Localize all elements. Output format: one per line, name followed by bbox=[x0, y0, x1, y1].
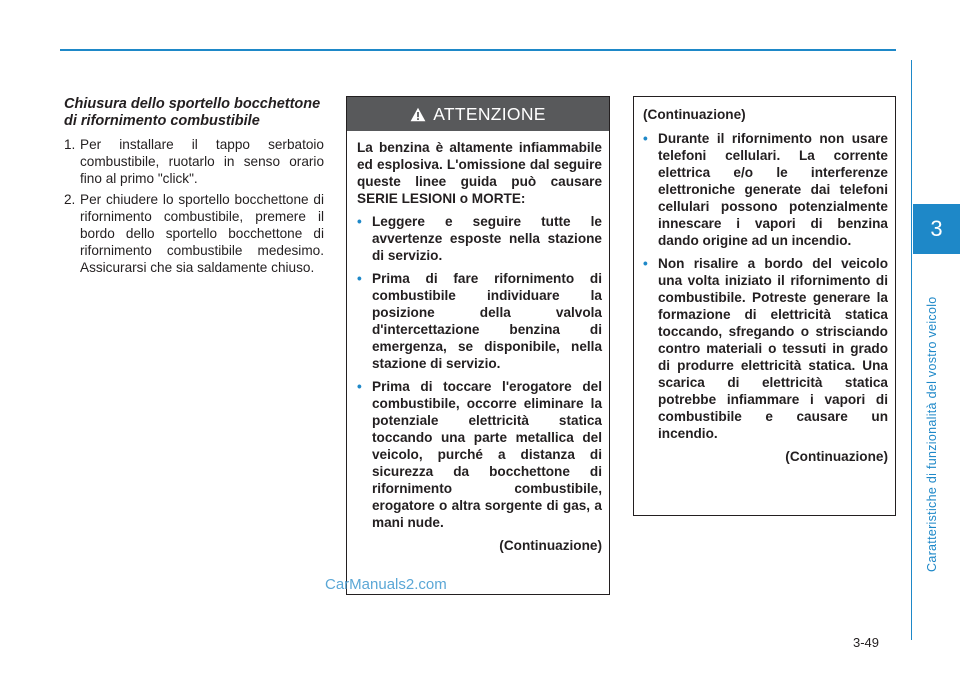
side-rule bbox=[911, 60, 912, 640]
continued-top-label: (Continuazione) bbox=[643, 107, 746, 122]
header-rule bbox=[60, 49, 896, 51]
warning-intro: La benzina è altamente infiammabile ed esplosiva. L'omissione dal seguire queste linee guida può causare SERIE LESIONI o MORTE: bbox=[357, 140, 602, 206]
continued-label: (Continuazione) bbox=[499, 538, 602, 553]
warning-title: ATTENZIONE bbox=[433, 103, 546, 124]
warning-body bbox=[347, 131, 609, 554]
bullet-icon: • bbox=[643, 131, 648, 146]
warning-continued-body bbox=[634, 97, 895, 465]
chapter-title: Caratteristiche di funzionalità del vostro veicolo bbox=[925, 296, 939, 572]
warning-bullet: • Prima di fare rifornimento di combustibile individuare la posizione della valvola d'intercettazione benzina di emergenza, se disponibile, nella stazione di servizio. bbox=[357, 271, 602, 371]
bullet-icon: • bbox=[643, 256, 648, 271]
section-heading: Chiusura dello sportello bocchettone di rifornimento combustibile bbox=[64, 96, 321, 129]
warning-triangle-icon bbox=[410, 107, 426, 122]
watermark: CarManuals2.com bbox=[325, 576, 447, 593]
continued-label: (Continuazione) bbox=[785, 449, 888, 464]
bullet-icon: • bbox=[357, 379, 362, 394]
warning-box bbox=[346, 96, 610, 595]
bullet-icon: • bbox=[357, 214, 362, 229]
warning-continued-bullets bbox=[643, 130, 888, 442]
warning-bullet: • Durante il rifornimento non usare telefoni cellulari. La corrente elettrica e/o le interferenze elettroniche generate dai telefoni cellulari possono potenzialmente innescare i vapori di benzina dando origine ad un incendio. bbox=[643, 131, 888, 248]
warning-header bbox=[347, 97, 609, 131]
bullet-icon: • bbox=[357, 271, 362, 286]
warning-bullet: • Leggere e seguire tutte le avvertenze esposte nella stazione di servizio. bbox=[357, 214, 602, 263]
warning-bullet: • Prima di toccare l'erogatore del combustibile, occorre eliminare la potenziale elettricità statica toccando una parte metallica del veicolo, purché a distanza di sicurezza da bocchettone di rifornimento combustibile, erogatore o altra sorgente di gas, a mani nude. bbox=[357, 379, 602, 530]
warning-bullet: • Non risalire a bordo del veicolo una volta iniziato il rifornimento di combustibile. Potreste generare la formazione di elettricità statica toccando, sfregando o strisciando contro materiali o tessuti in grado di produrre elettricità statica. Una scarica di elettricità statica potrebbe infiammare i vapori di combustibile e causare un incendio. bbox=[643, 256, 888, 441]
chapter-number-tab: 3 bbox=[913, 204, 960, 254]
step-item: 2. Per chiudere lo sportello bocchettone di rifornimento combustibile, premere il bordo dello sportello bocchettone di rifornimento combustibile medesimo. Assicurarsi che sia saldamente chiuso. bbox=[64, 192, 324, 275]
step-list bbox=[64, 136, 324, 276]
page-number: 3-49 bbox=[853, 635, 880, 650]
section-column bbox=[64, 96, 324, 280]
warning-continued-box bbox=[633, 96, 896, 516]
warning-bullets bbox=[357, 213, 602, 531]
step-item: 1. Per installare il tappo serbatoio combustibile, ruotarlo in senso orario fino al primo "click". bbox=[64, 137, 324, 186]
